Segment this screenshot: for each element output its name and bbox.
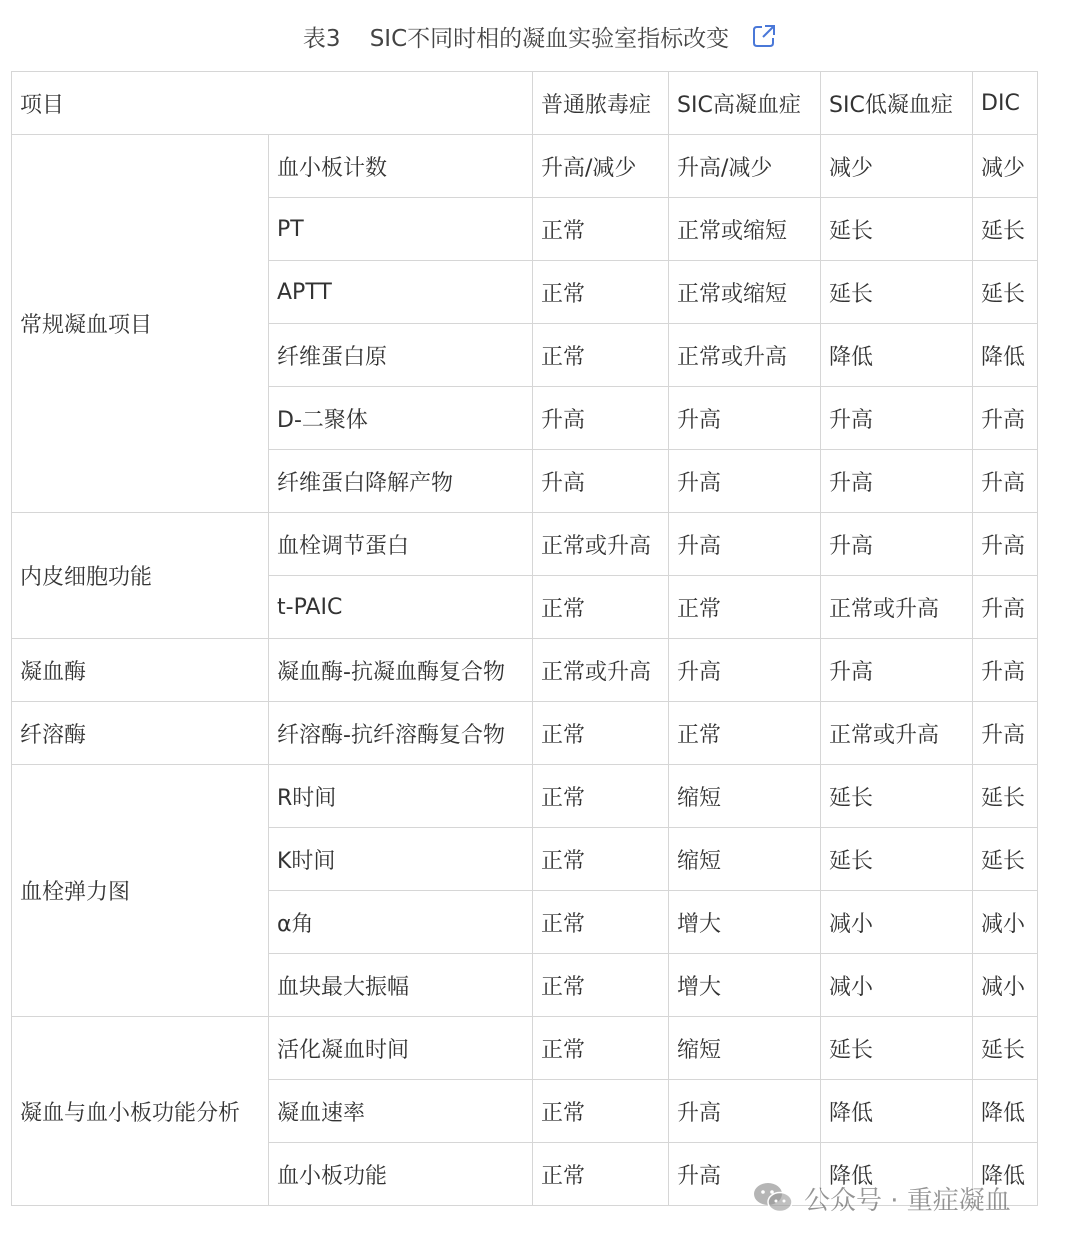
value-cell-sic-hypo: 正常或升高 [821,576,973,639]
item-cell: 血小板功能 [269,1143,533,1206]
item-cell: K时间 [269,828,533,891]
item-cell: 凝血酶-抗凝血酶复合物 [269,639,533,702]
item-cell: D-二聚体 [269,387,533,450]
value-cell-sic-hypo: 延长 [821,765,973,828]
value-cell-sic-hypo: 升高 [821,639,973,702]
value-cell-sic-hypo: 延长 [821,261,973,324]
item-cell: R时间 [269,765,533,828]
value-cell-dic: 升高 [973,450,1038,513]
header-row [12,72,1038,135]
value-cell-sic-hypo: 降低 [821,1080,973,1143]
value-cell-sic-hyper: 升高/减少 [669,135,821,198]
header-cell-sic-hypo: SIC低凝血症 [821,72,973,135]
header-cell-sic-hyper: SIC高凝血症 [669,72,821,135]
caption-text: 表3 SIC不同时相的凝血实验室指标改变 [302,25,730,52]
value-cell-sepsis: 升高/减少 [533,135,669,198]
value-cell-sic-hyper: 缩短 [669,828,821,891]
value-cell-sic-hyper: 升高 [669,450,821,513]
category-cell: 常规凝血项目 [12,135,269,513]
category-cell: 凝血与血小板功能分析 [12,1017,269,1206]
table-body [12,135,1038,1206]
value-cell-sic-hyper: 升高 [669,513,821,576]
item-cell: 血小板计数 [269,135,533,198]
table-row [12,1017,1038,1080]
category-cell: 凝血酶 [12,639,269,702]
item-cell: APTT [269,261,533,324]
item-cell: 凝血速率 [269,1080,533,1143]
value-cell-sic-hyper: 正常 [669,702,821,765]
category-cell: 血栓弹力图 [12,765,269,1017]
value-cell-sepsis: 正常 [533,198,669,261]
value-cell-sepsis: 正常 [533,1143,669,1206]
value-cell-sepsis: 升高 [533,387,669,450]
value-cell-sepsis: 正常 [533,828,669,891]
value-cell-dic: 减小 [973,954,1038,1017]
value-cell-sepsis: 正常 [533,576,669,639]
value-cell-sic-hyper: 缩短 [669,1017,821,1080]
value-cell-dic: 减少 [973,135,1038,198]
item-cell: 纤维蛋白原 [269,324,533,387]
value-cell-dic: 升高 [973,576,1038,639]
value-cell-sic-hypo: 升高 [821,387,973,450]
value-cell-dic: 延长 [973,1017,1038,1080]
value-cell-sepsis: 正常 [533,954,669,1017]
value-cell-sic-hyper: 正常或缩短 [669,261,821,324]
value-cell-sic-hypo: 升高 [821,450,973,513]
value-cell-sic-hyper: 升高 [669,387,821,450]
value-cell-sic-hypo: 降低 [821,1143,973,1206]
item-cell: α角 [269,891,533,954]
value-cell-dic: 降低 [973,1080,1038,1143]
value-cell-dic: 延长 [973,261,1038,324]
value-cell-sic-hypo: 减少 [821,135,973,198]
value-cell-sic-hyper: 正常 [669,576,821,639]
value-cell-sepsis: 正常或升高 [533,639,669,702]
value-cell-sic-hypo: 正常或升高 [821,702,973,765]
value-cell-sic-hypo: 降低 [821,324,973,387]
value-cell-dic: 升高 [973,702,1038,765]
value-cell-dic: 延长 [973,828,1038,891]
table-row [12,639,1038,702]
category-cell: 内皮细胞功能 [12,513,269,639]
watermark-text: 公众号 · 重症凝血 [804,1185,1011,1216]
value-cell-dic: 升高 [973,639,1038,702]
value-cell-sic-hypo: 减小 [821,954,973,1017]
item-cell: 活化凝血时间 [269,1017,533,1080]
external-link-icon[interactable] [751,23,777,49]
table-caption [0,18,1080,54]
table-row [12,135,1038,198]
value-cell-sepsis: 正常 [533,891,669,954]
value-cell-sepsis: 正常 [533,1080,669,1143]
value-cell-sic-hypo: 延长 [821,828,973,891]
value-cell-sepsis: 正常 [533,765,669,828]
value-cell-sic-hypo: 减小 [821,891,973,954]
value-cell-sic-hyper: 升高 [669,1143,821,1206]
value-cell-dic: 延长 [973,765,1038,828]
value-cell-sic-hyper: 升高 [669,639,821,702]
value-cell-dic: 减小 [973,891,1038,954]
item-cell: PT [269,198,533,261]
item-cell: t-PAIC [269,576,533,639]
value-cell-sepsis: 正常 [533,324,669,387]
value-cell-dic: 升高 [973,387,1038,450]
item-cell: 血栓调节蛋白 [269,513,533,576]
value-cell-sic-hyper: 增大 [669,891,821,954]
header-cell-item: 项目 [12,72,533,135]
item-cell: 纤溶酶-抗纤溶酶复合物 [269,702,533,765]
table-row [12,513,1038,576]
value-cell-sic-hypo: 延长 [821,1017,973,1080]
item-cell: 血块最大振幅 [269,954,533,1017]
value-cell-sepsis: 正常 [533,1017,669,1080]
value-cell-dic: 降低 [973,324,1038,387]
item-cell: 纤维蛋白降解产物 [269,450,533,513]
header-cell-sepsis: 普通脓毒症 [533,72,669,135]
value-cell-sepsis: 正常 [533,702,669,765]
value-cell-sic-hyper: 正常或升高 [669,324,821,387]
value-cell-sic-hypo: 升高 [821,513,973,576]
value-cell-sic-hyper: 升高 [669,1080,821,1143]
value-cell-sic-hyper: 缩短 [669,765,821,828]
value-cell-sic-hyper: 正常或缩短 [669,198,821,261]
category-cell: 纤溶酶 [12,702,269,765]
value-cell-dic: 延长 [973,198,1038,261]
value-cell-sepsis: 升高 [533,450,669,513]
value-cell-dic: 降低 [973,1143,1038,1206]
value-cell-sic-hypo: 延长 [821,198,973,261]
table-row [12,702,1038,765]
value-cell-sepsis: 正常 [533,261,669,324]
value-cell-dic: 升高 [973,513,1038,576]
header-cell-dic: DIC [973,72,1038,135]
value-cell-sic-hyper: 增大 [669,954,821,1017]
value-cell-sepsis: 正常或升高 [533,513,669,576]
coagulation-table [11,71,1038,1206]
table-row [12,765,1038,828]
